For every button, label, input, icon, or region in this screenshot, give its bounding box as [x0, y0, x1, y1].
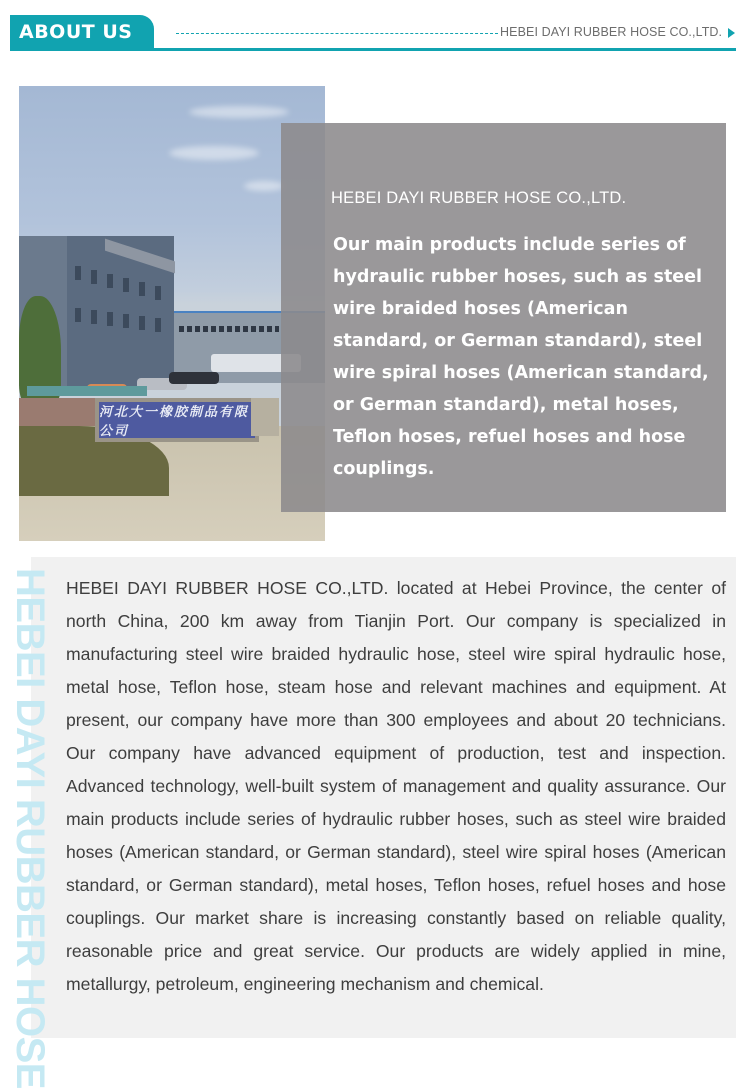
window	[123, 278, 129, 292]
company-sign: 河北大一橡胶制品有限公司	[95, 398, 259, 442]
about-body-text: HEBEI DAYI RUBBER HOSE CO.,LTD. located at Hebei Province, the center of north China, 200 km away from Tianjin Port. Our company is specialized in manufacturing steel wire braided hydraulic hose, steel wire spiral hydraulic hose, metal hose, Teflon hose, steam hose and relevant machines and equipment. At present, our company have more than 300 employees and about 20 technicians. Our company have advanced equipment of production, test and inspection. Advanced technology, well-built system of management and quality assurance. Our main products include series of hydraulic rubber hoses, such as steel wire braided hoses (American standard, or German standard), steel wire spiral hoses (American standard, or German standard), metal hoses, Teflon hoses, refuel hoses and hose couplings. Our market share is increasing constantly based on reliable quality, reasonable price and great service. Our products are widely applied in mine, metallurgy, petroleum, engineering mechanism and chemical.	[66, 578, 726, 994]
about-us-title: ABOUT US	[19, 21, 133, 43]
cloud	[169, 146, 259, 160]
header-underline	[10, 48, 736, 51]
window	[75, 266, 81, 280]
overlay-description: Our main products include series of hydraulic rubber hoses, such as steel wire braided hoses (American standard, or German standard), steel wire spiral hoses (American standard, or German standard), metal hoses, Teflon hoses, refuel hoses and hose couplings.	[333, 235, 709, 479]
window	[123, 314, 129, 328]
vertical-brand-watermark	[8, 568, 52, 1089]
canopy	[27, 386, 147, 396]
window	[155, 318, 161, 332]
header-company-name: HEBEI DAYI RUBBER HOSE CO.,LTD.	[500, 25, 723, 39]
car	[169, 372, 219, 384]
warehouse-windows	[179, 326, 279, 332]
section-header	[10, 15, 736, 52]
triangle-right-icon	[728, 28, 735, 38]
window	[75, 308, 81, 322]
factory-photo	[19, 86, 325, 541]
vertical-brand-text: HEBEI DAYI RUBBER HOSE	[8, 568, 52, 1089]
window	[155, 286, 161, 300]
overlay-title: HEBEI DAYI RUBBER HOSE CO.,LTD.	[331, 189, 627, 207]
dashed-divider	[176, 33, 498, 34]
window	[139, 282, 145, 296]
window	[107, 274, 113, 288]
cloud	[244, 181, 284, 191]
cloud	[189, 106, 289, 118]
about-us-tab	[10, 15, 154, 48]
gate	[251, 398, 279, 436]
window	[107, 312, 113, 326]
products-overlay	[281, 123, 726, 512]
window	[91, 310, 97, 324]
window	[91, 270, 97, 284]
window	[139, 316, 145, 330]
